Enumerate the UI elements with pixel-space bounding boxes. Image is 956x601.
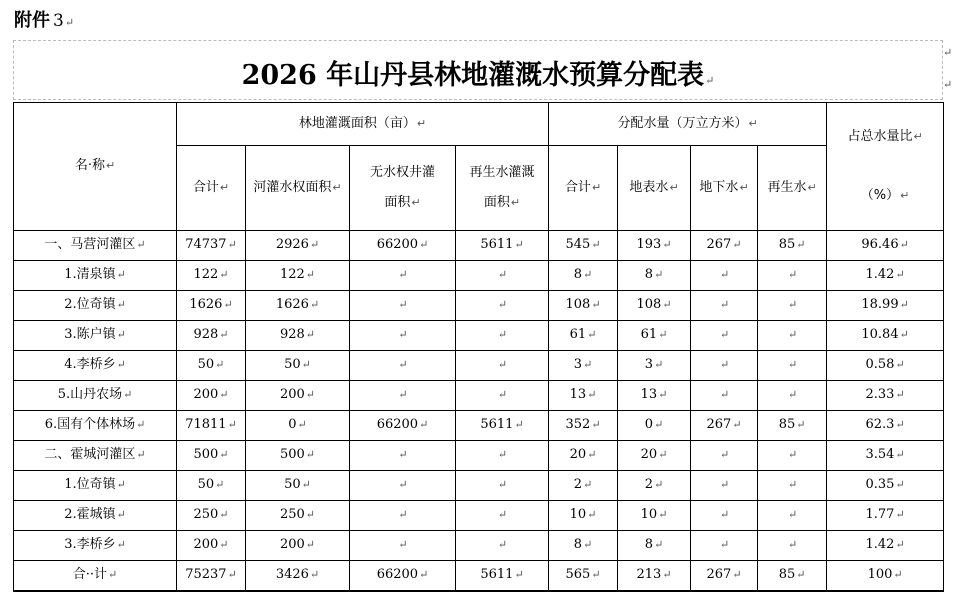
cell-area-well: ↵ <box>350 501 456 531</box>
cell-area-well: ↵ <box>350 351 456 381</box>
cell-water-surface: 20↵ <box>618 441 691 471</box>
cell-water-recycled: ↵ <box>758 261 827 291</box>
row-end-mark: ↵ <box>943 46 953 59</box>
cell-area-recycled: 5611↵ <box>456 561 549 592</box>
budget-table <box>13 102 944 592</box>
cell-area-total: 250↵ <box>177 501 246 531</box>
cell-water-surface: 108↵ <box>618 291 691 321</box>
cell-water-surface: 13↵ <box>618 381 691 411</box>
cell-share: 96.46↵ <box>827 231 944 261</box>
cell-water-ground: ↵ <box>691 471 758 501</box>
cell-area-recycled: ↵ <box>456 261 549 291</box>
cell-water-surface: 8↵ <box>618 261 691 291</box>
cell-share: 62.3↵ <box>827 411 944 441</box>
cell-water-surface: 3↵ <box>618 351 691 381</box>
cell-water-recycled: ↵ <box>758 441 827 471</box>
document-title <box>14 53 942 92</box>
cell-name: 1.清泉镇↵ <box>14 261 177 291</box>
cell-area-total: 200↵ <box>177 531 246 561</box>
cell-share: 10.84↵ <box>827 321 944 351</box>
header-area-river: 河灌水权面积↵ <box>246 146 350 231</box>
cell-water-recycled: 85↵ <box>758 561 827 592</box>
cell-share: 0.35↵ <box>827 471 944 501</box>
cell-water-surface: 193↵ <box>618 231 691 261</box>
cell-area-well: 66200↵ <box>350 411 456 441</box>
cell-area-well: 66200↵ <box>350 231 456 261</box>
cell-area-river: 200↵ <box>246 381 350 411</box>
cell-name: 合··计↵ <box>14 561 177 592</box>
cell-name: 5.山丹农场↵ <box>14 381 177 411</box>
cell-water-recycled: 85↵ <box>758 411 827 441</box>
cell-area-total: 50↵ <box>177 471 246 501</box>
cell-water-total: 108↵ <box>549 291 618 321</box>
cell-area-river: 500↵ <box>246 441 350 471</box>
cell-water-ground: 267↵ <box>691 561 758 592</box>
cell-water-total: 10↵ <box>549 501 618 531</box>
cell-share: 100↵ <box>827 561 944 592</box>
cell-area-river: 200↵ <box>246 531 350 561</box>
cell-water-recycled: ↵ <box>758 381 827 411</box>
cell-area-recycled: ↵ <box>456 501 549 531</box>
cell-water-total: 3↵ <box>549 351 618 381</box>
cell-water-total: 8↵ <box>549 531 618 561</box>
cell-share: 0.58↵ <box>827 351 944 381</box>
cell-name: 4.李桥乡↵ <box>14 351 177 381</box>
cell-water-recycled: ↵ <box>758 291 827 321</box>
cell-share: 1.77↵ <box>827 501 944 531</box>
cell-name: 6.国有个体林场↵ <box>14 411 177 441</box>
cell-water-total: 8↵ <box>549 261 618 291</box>
cell-area-well: ↵ <box>350 471 456 501</box>
header-area-group: 林地灌溉面积（亩）↵ <box>177 103 549 146</box>
cell-water-total: 13↵ <box>549 381 618 411</box>
cell-area-well: ↵ <box>350 441 456 471</box>
cell-area-recycled: ↵ <box>456 381 549 411</box>
cell-area-river: 50↵ <box>246 351 350 381</box>
cell-area-recycled: ↵ <box>456 321 549 351</box>
header-area-well: 无水权井灌 面积↵ <box>350 146 456 231</box>
cell-area-total: 71811↵ <box>177 411 246 441</box>
header-water-recycled: 再生水↵ <box>758 146 827 231</box>
header-water-total: 合计↵ <box>549 146 618 231</box>
cell-water-recycled: ↵ <box>758 531 827 561</box>
cell-water-ground: ↵ <box>691 351 758 381</box>
header-row-1 <box>14 103 944 146</box>
cell-area-total: 200↵ <box>177 381 246 411</box>
table-row <box>14 531 944 561</box>
cell-area-river: 122↵ <box>246 261 350 291</box>
cell-water-total: 352↵ <box>549 411 618 441</box>
cell-water-total: 61↵ <box>549 321 618 351</box>
total-row <box>14 561 944 592</box>
cell-water-recycled: ↵ <box>758 321 827 351</box>
table-row <box>14 261 944 291</box>
header-water-surface: 地表水↵ <box>618 146 691 231</box>
cell-name: 3.陈户镇↵ <box>14 321 177 351</box>
cell-name: 一、马营河灌区↵ <box>14 231 177 261</box>
cell-water-total: 20↵ <box>549 441 618 471</box>
attachment-label <box>14 6 74 32</box>
cell-area-recycled: ↵ <box>456 441 549 471</box>
table-row <box>14 501 944 531</box>
table-row <box>14 381 944 411</box>
cell-water-surface: 0↵ <box>618 411 691 441</box>
cell-name: 2.霍城镇↵ <box>14 501 177 531</box>
cell-water-recycled: 85↵ <box>758 231 827 261</box>
cell-area-total: 122↵ <box>177 261 246 291</box>
cell-area-river: 0↵ <box>246 411 350 441</box>
cell-water-recycled: ↵ <box>758 471 827 501</box>
header-water-group: 分配水量（万立方米）↵ <box>549 103 827 146</box>
cell-water-surface: 213↵ <box>618 561 691 592</box>
cell-area-well: ↵ <box>350 531 456 561</box>
attachment-number: 3 <box>53 11 64 31</box>
cell-area-total: 1626↵ <box>177 291 246 321</box>
cell-water-total: 545↵ <box>549 231 618 261</box>
cell-share: 18.99↵ <box>827 291 944 321</box>
cell-area-well: ↵ <box>350 261 456 291</box>
cell-area-well: ↵ <box>350 321 456 351</box>
paragraph-mark: ↵ <box>705 74 715 87</box>
table-row <box>14 441 944 471</box>
cell-area-recycled: 5611↵ <box>456 231 549 261</box>
cell-water-ground: ↵ <box>691 261 758 291</box>
cell-water-surface: 61↵ <box>618 321 691 351</box>
row-end-mark: ↵ <box>943 78 953 91</box>
cell-area-recycled: ↵ <box>456 351 549 381</box>
header-area-recycled: 再生水灌溉 面积↵ <box>456 146 549 231</box>
cell-area-recycled: 5611↵ <box>456 411 549 441</box>
cell-area-recycled: ↵ <box>456 531 549 561</box>
cell-water-total: 2↵ <box>549 471 618 501</box>
cell-name: 2.位奇镇↵ <box>14 291 177 321</box>
cell-water-surface: 2↵ <box>618 471 691 501</box>
cell-area-river: 3426↵ <box>246 561 350 592</box>
cell-area-river: 250↵ <box>246 501 350 531</box>
cell-area-total: 50↵ <box>177 351 246 381</box>
cell-share: 3.54↵ <box>827 441 944 471</box>
cell-name: 二、霍城河灌区↵ <box>14 441 177 471</box>
cell-water-ground: ↵ <box>691 381 758 411</box>
cell-water-recycled: ↵ <box>758 501 827 531</box>
cell-water-recycled: ↵ <box>758 351 827 381</box>
cell-water-ground: ↵ <box>691 501 758 531</box>
cell-name: 1.位奇镇↵ <box>14 471 177 501</box>
header-area-total: 合计↵ <box>177 146 246 231</box>
cell-area-river: 50↵ <box>246 471 350 501</box>
table-row <box>14 321 944 351</box>
title-box <box>13 40 943 100</box>
table-row <box>14 231 944 261</box>
cell-area-recycled: ↵ <box>456 471 549 501</box>
cell-share: 2.33↵ <box>827 381 944 411</box>
cell-area-well: 66200↵ <box>350 561 456 592</box>
cell-area-total: 74737↵ <box>177 231 246 261</box>
cell-water-ground: ↵ <box>691 531 758 561</box>
attachment-word: 附件 <box>14 10 50 31</box>
cell-name: 3.李桥乡↵ <box>14 531 177 561</box>
cell-area-well: ↵ <box>350 291 456 321</box>
cell-water-ground: ↵ <box>691 321 758 351</box>
table-row <box>14 351 944 381</box>
cell-water-ground: 267↵ <box>691 231 758 261</box>
table-row <box>14 291 944 321</box>
cell-area-total: 75237↵ <box>177 561 246 592</box>
cell-water-ground: ↵ <box>691 441 758 471</box>
table-row <box>14 471 944 501</box>
cell-area-total: 500↵ <box>177 441 246 471</box>
paragraph-mark: ↵ <box>64 16 75 29</box>
title-text: 2026 年山丹县林地灌溉水预算分配表 <box>241 60 705 91</box>
header-share: 占总水量比↵ （%）↵ <box>827 103 944 231</box>
cell-area-river: 928↵ <box>246 321 350 351</box>
cell-area-recycled: ↵ <box>456 291 549 321</box>
cell-water-total: 565↵ <box>549 561 618 592</box>
cell-share: 1.42↵ <box>827 261 944 291</box>
table-row <box>14 411 944 441</box>
cell-water-surface: 8↵ <box>618 531 691 561</box>
cell-area-well: ↵ <box>350 381 456 411</box>
cell-share: 1.42↵ <box>827 531 944 561</box>
header-water-ground: 地下水↵ <box>691 146 758 231</box>
header-name: 名·称↵ <box>14 103 177 231</box>
cell-water-ground: ↵ <box>691 291 758 321</box>
cell-area-river: 2926↵ <box>246 231 350 261</box>
cell-water-ground: 267↵ <box>691 411 758 441</box>
cell-area-river: 1626↵ <box>246 291 350 321</box>
cell-water-surface: 10↵ <box>618 501 691 531</box>
cell-area-total: 928↵ <box>177 321 246 351</box>
